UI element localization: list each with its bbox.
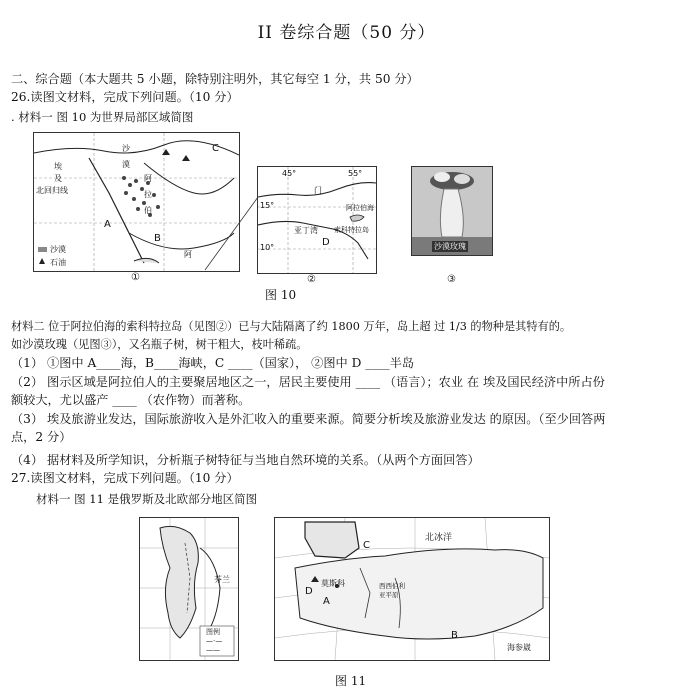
question-26-3: （3） 埃及旅游业发达，国际旅游收入是外汇收入的重要来源。简要分析埃及旅游业发达 的原因。（至少回答两 [11, 412, 606, 426]
map-left-legend-item: —·— [206, 637, 223, 645]
map-connector [200, 195, 260, 275]
section-title: II 卷综合题（50 分） [257, 23, 436, 43]
question-26-2: （2） 图示区域是阿拉伯人的主要聚居地区之一，居民主要使用 ____ （语言）；农业 在 埃及国民经济中所占份 [11, 375, 605, 389]
map-1-label: 沙 [122, 144, 130, 153]
map-1-label: 阿 [184, 250, 192, 259]
map-right-label: 西西伯利亚平原 [379, 582, 405, 599]
figure-10-photo-3 [411, 166, 493, 256]
map-right-label: 海参崴 [507, 643, 531, 652]
map-1-label: 及 [54, 174, 62, 183]
map-right-graphic [275, 518, 549, 660]
map-right-label: 莫斯科 [321, 579, 345, 588]
map-2-label: 亚丁湾 [294, 226, 318, 235]
map-1-label: C [212, 143, 219, 154]
figure-10-map-2 [257, 166, 377, 274]
material-1-q27-label: 材料一 图 11 是俄罗斯及北欧部分地区简图 [36, 492, 258, 506]
figure-11-map-left [139, 517, 239, 661]
map-2-label: 15° [260, 201, 275, 210]
map-left-graphic [140, 518, 238, 660]
map-2-label: 索科特拉岛 [334, 226, 369, 234]
map-right-label: B [451, 630, 458, 641]
map-2-label: 门 [314, 186, 322, 195]
map-2-graphic [258, 167, 376, 273]
material-1-label: . 材料一 图 10 为世界局部区域简图 [11, 110, 194, 124]
question-26-2-cont: 额较大，尤以盛产 ____ （农作物）而著称。 [11, 393, 251, 407]
photo-3-label: 沙漠玫瑰 [434, 242, 466, 251]
figure-11-caption: 图 11 [335, 674, 367, 688]
photo-3-number: ③ [447, 274, 456, 285]
map-2-label: 45° [282, 169, 297, 178]
map-right-label: 北冰洋 [425, 533, 453, 543]
map-right-label: C [363, 540, 370, 551]
map-1-label: 北回归线 [36, 186, 68, 195]
figure-11-map-right [274, 517, 550, 661]
map-left-legend-title: 图例 [206, 628, 220, 636]
question-26-4: （4） 据材料及所学知识，分析瓶子树特征与当地自然环境的关系。（从两个方面回答） [11, 453, 480, 467]
map-left-label: 芬兰 [214, 575, 230, 584]
question-26-3-cont: 点，2 分） [11, 430, 72, 444]
map-1-label: 拉 [144, 190, 152, 199]
map-2-label: 阿拉伯海 [346, 204, 374, 212]
map-1-label: 伯 [144, 206, 152, 215]
map-1-label: 埃 [54, 162, 62, 171]
map-1-legend-desert: 沙漠 [50, 245, 66, 254]
map-right-label: A [323, 596, 330, 607]
map-2-number: ② [307, 274, 316, 285]
map-2-label: 10° [260, 243, 275, 252]
material-2-text: 材料二 位于阿拉伯海的索科特拉岛（见图②）已与大陆隔离了约 1800 万年，岛上超 过 1/3 的物种是其特有的。 [11, 320, 572, 333]
map-right-label: D [305, 586, 313, 597]
map-1-legend-oil: 石油 [50, 258, 66, 267]
section-instructions: 二、综合题（本大题共 5 小题，除特别注明外，其它每空 1 分，共 50 分） [11, 72, 419, 86]
map-1-number: ① [131, 272, 140, 283]
map-2-label: D [322, 237, 330, 248]
material-2-text-cont: 如沙漠玫瑰（见图③），又名瓶子树，树干粗大，枝叶稀疏。 [11, 338, 308, 351]
figure-10-caption: 图 10 [265, 288, 297, 302]
map-1-label: A [104, 219, 111, 230]
map-2-label: 55° [348, 169, 363, 178]
map-left-legend-item: —— [206, 646, 220, 654]
question-26-heading: 26.读图文材料，完成下列问题。（10 分） [11, 90, 239, 104]
map-1-label: 漠 [122, 160, 130, 169]
question-27-heading: 27.读图文材料，完成下列问题。（10 分） [11, 471, 239, 485]
map-1-label: B [154, 233, 161, 244]
question-26-1: （1） ①图中 A____海，B____海峡，C ____（国家）， ②图中 D ____半岛 [11, 356, 415, 370]
map-1-label: 阿 [144, 174, 152, 183]
